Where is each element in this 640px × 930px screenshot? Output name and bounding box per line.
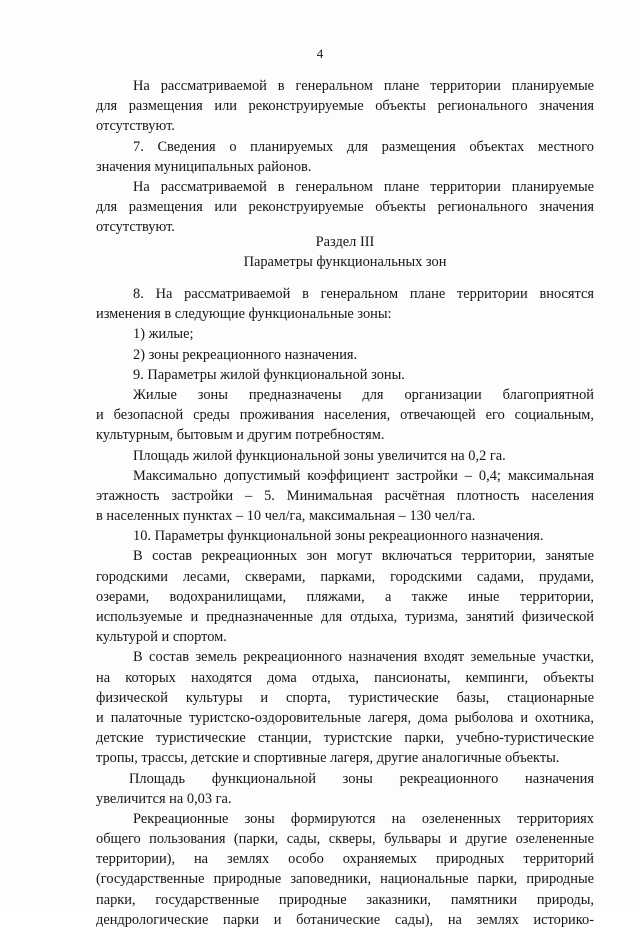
- text-line: культурным, бытовым и другим потребностям.: [96, 427, 385, 444]
- text-line: отсутствуют.: [96, 118, 175, 135]
- text-line: Максимально допустимый коэффициент застройки – 0,4; максимальная: [133, 467, 594, 484]
- text-line: 10. Параметры функциональной зоны рекреационного назначения.: [133, 528, 544, 545]
- body-text: [96, 284, 594, 930]
- text-line: 7. Сведения о планируемых для размещения объектах местного: [133, 138, 594, 155]
- section-title: Параметры функциональных зон: [243, 254, 447, 271]
- text-line: 9. Параметры жилой функциональной зоны.: [133, 366, 405, 383]
- text-line: В состав земель рекреационного назначения входят земельные участки,: [133, 649, 594, 666]
- text-line: Жилые зоны предназначены для организации благоприятной: [133, 386, 594, 403]
- text-line: на которых находятся дома отдыха, пансионаты, кемпинги, объекты: [96, 669, 594, 686]
- text-line: детские туристические станции, туристские парки, учебно-туристические: [96, 730, 594, 747]
- text-line: значения муниципальных районов.: [96, 158, 312, 175]
- text-line: используемые и предназначенные для отдыха, туризма, занятий физической: [96, 609, 594, 625]
- text-line: На рассматриваемой в генеральном плане территории планируемые: [133, 78, 594, 94]
- text-line: Площадь функциональной зоны рекреационного назначения: [129, 770, 594, 787]
- text-line: В состав рекреационных зон могут включаться территории, занятые: [133, 548, 594, 565]
- text-line: в населенных пунктах – 10 чел/га, максимальная – 130 чел/га.: [96, 508, 476, 525]
- intro-text: [96, 76, 594, 238]
- text-line: изменения в следующие функциональные зоны:: [96, 306, 392, 323]
- text-line: 1) жилые;: [133, 326, 194, 343]
- text-line: парки, государственные природные заказники, памятники природы,: [96, 891, 594, 908]
- text-line: Площадь жилой функциональной зоны увеличится на 0,2 га.: [133, 447, 506, 464]
- text-line: физической культуры и спорта, туристические базы, стационарные: [96, 689, 594, 706]
- text-line: территории), на землях особо охраняемых природных территорий: [96, 851, 594, 868]
- text-line: тропы, трассы, детские и спортивные лагеря, другие аналогичные объекты.: [96, 750, 560, 767]
- text-line: Рекреационные зоны формируются на озелененных территориях: [133, 810, 594, 827]
- text-line: 8. На рассматриваемой в генеральном плане территории вносятся: [133, 286, 594, 302]
- section-heading: [96, 232, 594, 272]
- text-line: озерами, водохранилищами, пляжами, а также иные территории,: [96, 588, 594, 605]
- text-line: культурой и спортом.: [96, 629, 227, 646]
- text-line: (государственные природные заповедники, национальные парки, природные: [96, 871, 594, 888]
- text-line: 2) зоны рекреационного назначения.: [133, 346, 358, 363]
- text-line: общего пользования (парки, сады, скверы, бульвары и другие озелененные: [96, 831, 594, 848]
- text-line: увеличится на 0,03 га.: [96, 790, 232, 807]
- text-line: На рассматриваемой в генеральном плане территории планируемые: [133, 178, 594, 195]
- text-line: для размещения или реконструируемые объекты регионального значения: [96, 199, 594, 216]
- text-line: городскими лесами, скверами, парками, городскими садами, прудами,: [96, 568, 594, 585]
- text-line: и палаточные туристско-оздоровительные лагеря, дома рыболова и охотника,: [96, 709, 594, 726]
- section-number: Раздел III: [315, 234, 375, 250]
- text-line: этажность застройки – 5. Минимальная расчётная плотность населения: [96, 487, 594, 504]
- page-number: 4: [316, 46, 324, 61]
- text-line: дендрологические парки и ботанические сады), на землях историко-: [96, 911, 594, 928]
- text-line: и безопасной среды проживания населения, отвечающей его социальным,: [96, 407, 594, 424]
- text-line: отсутствуют.: [96, 219, 175, 236]
- text-line: для размещения или реконструируемые объекты регионального значения: [96, 98, 594, 115]
